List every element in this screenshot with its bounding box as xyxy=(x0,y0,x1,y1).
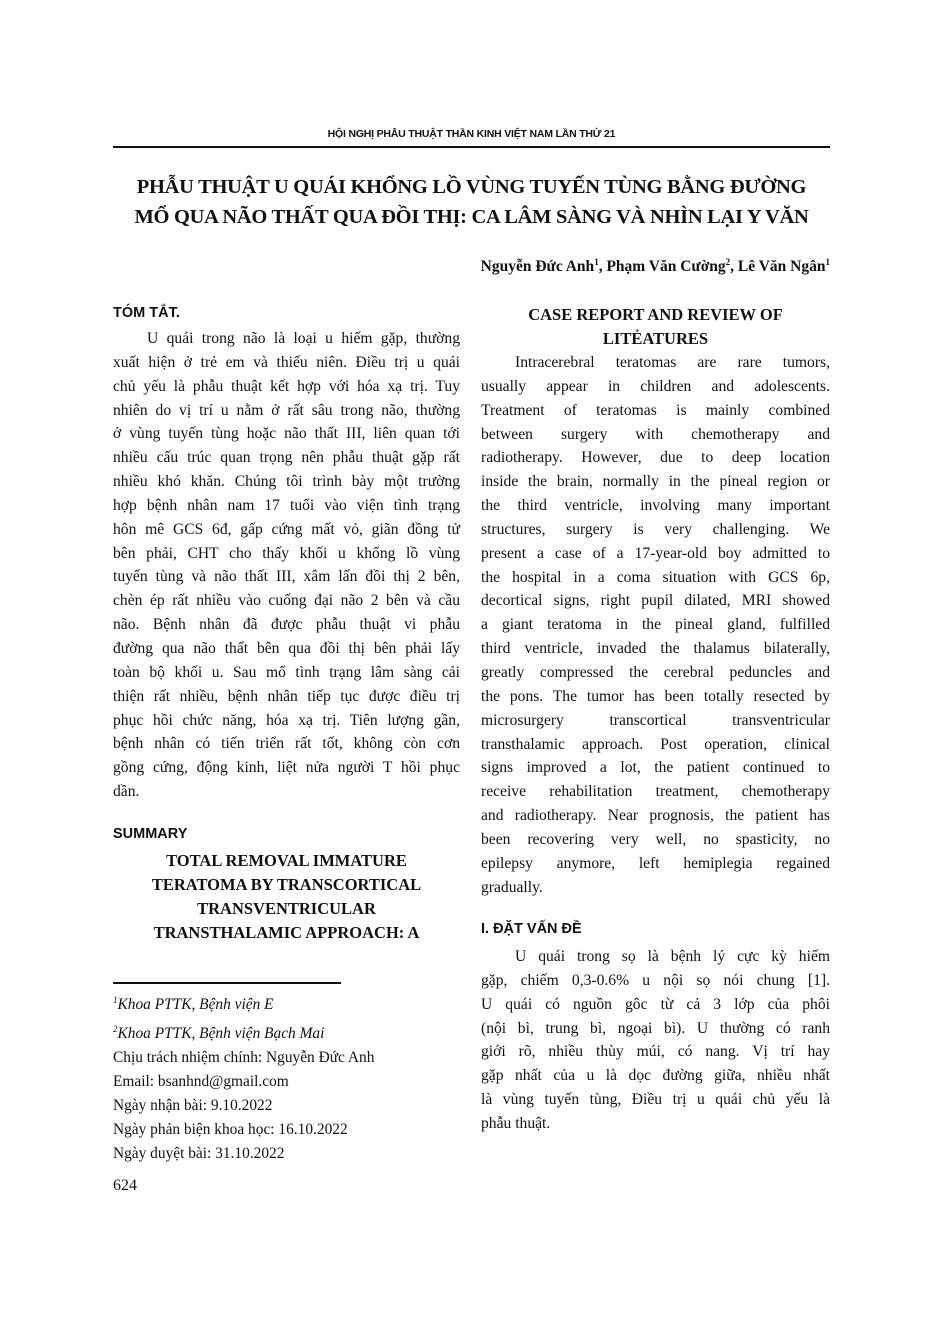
running-header: HỘI NGHỊ PHẪU THUẬT THẦN KINH VIỆT NAM LẦN THỨ 21 xyxy=(327,128,616,140)
summary-title-line: TERATOMA BY TRANSCORTICAL xyxy=(151,875,422,894)
text-line: been recovering very well, no spasticity, no xyxy=(481,830,830,848)
text-line: hợp bệnh nhân nam 17 tuổi vào viện tình trạng xyxy=(113,496,460,514)
text-line: (nội bì, trung bì, ngoại bì). U thường có ranh xyxy=(481,1019,830,1037)
text-line: ở vùng tuyến tùng hoặc não thất III, liên quan tới xyxy=(113,425,460,443)
text-line: nhiên do vị trí u nằm ở rất sâu trong não, thường xyxy=(113,401,460,419)
accepted-date: Ngày duyệt bài: 31.10.2022 xyxy=(113,1145,285,1163)
text-line: hôn mê GCS 6đ, gấp cứng mất vỏ, giãn đồng tử xyxy=(113,520,460,538)
summary-title xyxy=(113,849,460,945)
text-line: đường qua não thất bên qua đồi thị bên phải lấy xyxy=(113,639,460,657)
text-line: between surgery with chemotherapy and xyxy=(481,425,830,443)
text-line: decortical signs, right pupil dilated, MRI showed xyxy=(481,592,830,610)
text-line: structures, surgery is very challenging. We xyxy=(481,520,830,538)
author-name: Phạm Văn Cường xyxy=(606,258,726,276)
abstract-heading: TÓM TẮT. xyxy=(113,305,180,321)
text-line: dần. xyxy=(113,783,140,801)
intro-heading: I. ĐẶT VẤN ĐỀ xyxy=(481,921,582,937)
text-line: gradually. xyxy=(481,878,543,896)
summary-title-line: TRANSTHALAMIC APPROACH: A xyxy=(153,923,420,942)
intro-body xyxy=(481,945,830,1136)
text-line: chủ yếu là phẫu thuật kết hợp với hóa xạ trị. Tuy xyxy=(113,377,460,395)
footnotes xyxy=(113,988,374,1166)
author-affiliation: 1 xyxy=(594,257,599,267)
article-title xyxy=(113,172,830,232)
summary-title-line: CASE REPORT AND REVIEW OF xyxy=(528,305,783,324)
text-line: present a case of a 17-year-old boy admitted to xyxy=(481,544,830,562)
text-line: gồng cứng, động kinh, liệt nửa người T hồi phục xyxy=(113,759,460,777)
header-rule xyxy=(113,146,830,148)
summary-body xyxy=(481,351,830,899)
footnote-text: Khoa PTTK, Bệnh viện E xyxy=(117,996,274,1014)
text-line: não. Bệnh nhân đã được phẫu thuật vi phẫu xyxy=(113,616,460,634)
text-line: xuất hiện ở trẻ em và thiếu niên. Điều trị u quái xyxy=(113,353,460,371)
author-name: Lê Văn Ngân xyxy=(737,258,826,276)
page-number: 624 xyxy=(113,1177,137,1194)
title-line: PHẪU THUẬT U QUÁI KHỔNG LỒ VÙNG TUYẾN TÙNG BẰNG ĐƯỜNG xyxy=(136,176,807,198)
text-line: Intracerebral teratomas are rare tumors, xyxy=(515,354,830,371)
author-affiliation: 2 xyxy=(725,257,731,267)
footnote-affiliation xyxy=(113,988,374,1017)
text-line: nhiều khó khăn. Chúng tôi trình bày một trường xyxy=(113,473,460,491)
text-line: gặp, chiếm 0,3-0.6% u nội sọ nói chung [1]. xyxy=(481,971,830,989)
author-affiliation: 1 xyxy=(825,257,830,267)
text-line: gặp nhất của u là dọc đường giữa, nhiều nhất xyxy=(481,1067,830,1085)
summary-title-line: TRANSVENTRICULAR xyxy=(197,899,376,918)
author-list: Nguyễn Đức Anh$^1$, Phạm Văn Cường$^2$, Lê Văn Ngân$^1$ xyxy=(480,257,830,276)
text-line: U quái trong sọ là bệnh lý cực kỳ hiếm xyxy=(515,948,830,965)
text-line: inside the brain, normally in the pineal region or xyxy=(481,473,830,491)
text-line: receive rehabilitation treatment, chemotherapy xyxy=(481,783,830,801)
footnote-number: 2 xyxy=(113,1024,118,1035)
text-line: a giant teratoma in the pineal gland, fulfilled xyxy=(481,616,830,634)
title-line: MỔ QUA NÃO THẤT QUA ĐỒI THỊ: CA LÂM SÀNG VÀ NHÌN LẠI Y VĂN xyxy=(134,206,809,228)
text-line: radiotherapy. However, due to deep location xyxy=(481,449,830,467)
text-line: greatly compressed the cerebral peduncles and xyxy=(481,663,830,681)
summary-heading: SUMMARY xyxy=(113,826,188,842)
text-line: epilepsy anymore, left hemiplegia regained xyxy=(481,854,830,872)
summary-title-line: LITẺATURES xyxy=(602,329,709,348)
text-line: là vùng tuyến tùng, Điều trị u quái chủ yếu là xyxy=(481,1091,830,1109)
abstract-vi-body xyxy=(113,327,460,804)
footnote-text: Khoa PTTK, Bệnh viện Bạch Mai xyxy=(117,1025,325,1043)
text-line: the third ventricle, involving many important xyxy=(481,497,830,515)
text-line: transthalamic approach. Post operation, clinical xyxy=(481,735,830,753)
text-line: microsurgery transcortical transventricular xyxy=(481,711,830,729)
text-line: chèn ép rất nhiều vào cuống đại não 2 bên và cầu xyxy=(113,592,460,610)
text-line: toàn bộ khối u. Sau mổ tình trạng lâm sàng cải xyxy=(113,663,460,681)
footnote-number: 1 xyxy=(113,995,118,1005)
text-line: bệnh nhân có tiến triển rất tốt, không còn cơn xyxy=(113,735,460,753)
footnote-affiliation xyxy=(113,1017,374,1046)
text-line: signs improved a lot, the patient continued to xyxy=(481,759,830,777)
text-line: third ventricle, invaded the thalamus bilaterally, xyxy=(481,640,830,658)
author-name: Nguyễn Đức Anh xyxy=(480,258,595,276)
text-line: the hospital in a coma situation with GCS 6p, xyxy=(481,568,830,586)
text-line: the pons. The tumor has been totally resected by xyxy=(481,687,830,705)
text-line: U quái trong não là loại u hiếm gặp, thường xyxy=(147,330,460,347)
text-line: tuyến tùng và não thất III, xâm lấn đồi thị 2 bên, xyxy=(113,568,460,586)
email: Email: bsanhnd@gmail.com xyxy=(113,1073,289,1091)
text-line: usually appear in children and adolescents. xyxy=(481,377,830,395)
text-line: U quái có nguồn gôc từ cả 3 lớp của phôi xyxy=(481,995,830,1013)
text-line: thiện rất nhiều, bệnh nhân tiếp tục được điều trị xyxy=(113,687,460,705)
corresponding-author: Chịu trách nhiệm chính: Nguyễn Đức Anh xyxy=(113,1049,375,1067)
text-line: giới rõ, nhiều thùy múi, có nang. Vị trí hay xyxy=(481,1043,830,1061)
text-line: phẫu thuật. xyxy=(481,1114,551,1132)
received-date: Ngày nhận bài: 9.10.2022 xyxy=(113,1097,273,1115)
review-date: Ngày phản biện khoa học: 16.10.2022 xyxy=(113,1121,348,1139)
text-line: nhiều cấu trúc quan trọng nên phẫu thuật gặp rất xyxy=(113,449,460,467)
text-line: bên phải, CHT cho thấy khối u khổng lồ vùng xyxy=(113,544,460,562)
text-line: phục hồi chức năng, hóa xạ trị. Tiên lượng gần, xyxy=(113,711,460,729)
summary-title-line: TOTAL REMOVAL IMMATURE xyxy=(166,851,407,870)
text-line: Treatment of teratomas is mainly combined xyxy=(481,401,830,419)
summary-title-continued xyxy=(481,303,830,351)
footnote-rule xyxy=(113,982,341,984)
text-line: and radiotherapy. Near prognosis, the patient has xyxy=(481,807,830,825)
